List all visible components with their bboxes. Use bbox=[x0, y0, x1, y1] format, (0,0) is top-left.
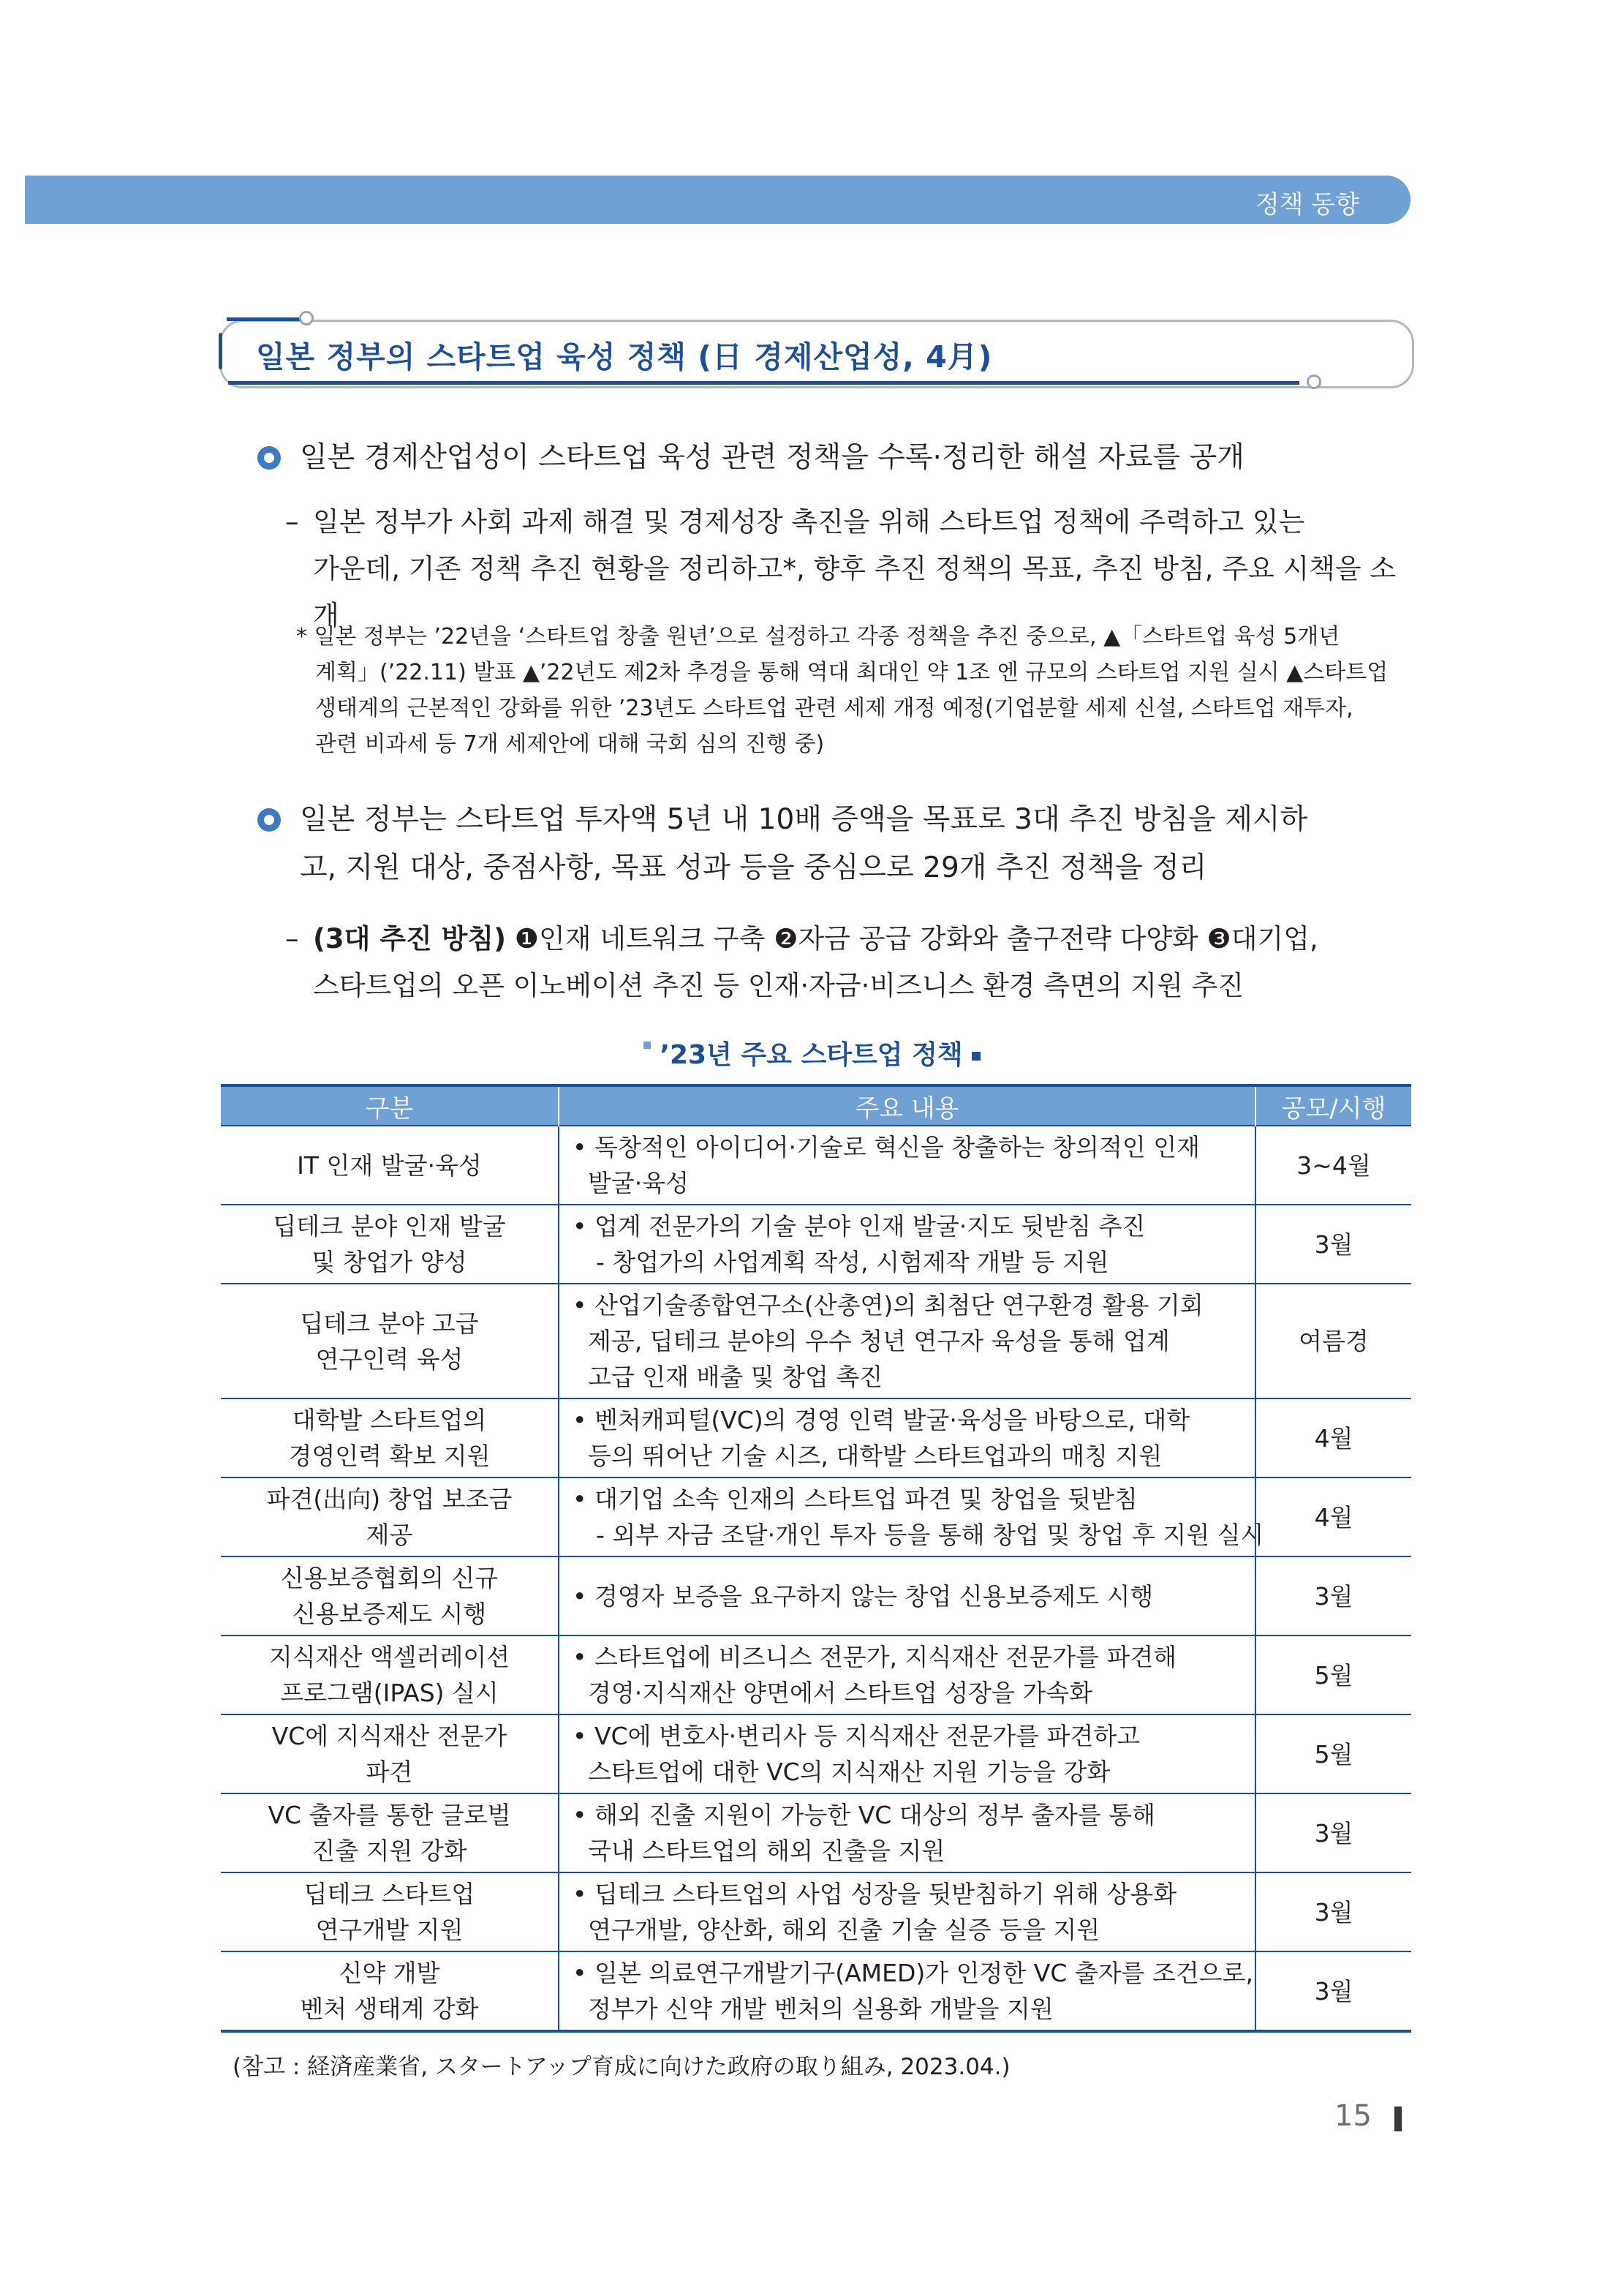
table-row bbox=[221, 1477, 1411, 1556]
content-line: • 벤처캐피털(VC)의 경영 인력 발굴·육성을 바탕으로, 대학 bbox=[573, 1406, 1190, 1434]
row-category bbox=[221, 1714, 559, 1793]
header-content: 주요 내용 bbox=[559, 1085, 1255, 1126]
title-accent-line bbox=[219, 333, 222, 369]
table-row bbox=[221, 1284, 1411, 1398]
content-line: 경영·지식재산 양면에서 스타트업 성장을 가속화 bbox=[573, 1679, 1092, 1707]
table-header-row bbox=[221, 1085, 1411, 1126]
footnote-line: 관련 비과세 등 7개 세제안에 대해 국회 심의 진행 중) bbox=[315, 731, 825, 757]
category-line: 및 창업가 양성 bbox=[311, 1248, 467, 1276]
content-line: • 딥테크 스타트업의 사업 성장을 뒷받침하기 위해 상용화 bbox=[573, 1880, 1177, 1908]
content-line: - 외부 자금 조달·개인 투자 등을 통해 창업 및 창업 후 지원 실시 bbox=[596, 1521, 1264, 1549]
category-line: 신용보증제도 시행 bbox=[292, 1600, 487, 1628]
bullet-circle-icon bbox=[257, 446, 281, 470]
row-category bbox=[221, 1398, 559, 1477]
row-category bbox=[221, 1284, 559, 1398]
content-line: • VC에 변호사·변리사 등 지식재산 전문가를 파견하고 bbox=[573, 1722, 1141, 1750]
section-title: 일본 정부의 스타트업 육성 정책 (日 경제산업성, 4月) bbox=[256, 339, 993, 374]
row-period: 4월 bbox=[1255, 1477, 1411, 1556]
row-period: 3월 bbox=[1255, 1793, 1411, 1872]
content-line: 정부가 신약 개발 벤처의 실용화 개발을 지원 bbox=[573, 1995, 1054, 2023]
source-note: (참고 : 経済産業省, スタートアップ育成に向けた政府の取り組み, 2023.04.) bbox=[233, 2054, 1011, 2080]
content-line: • 스타트업에 비즈니스 전문가, 지식재산 전문가를 파견해 bbox=[573, 1643, 1177, 1671]
category-line: 대학발 스타트업의 bbox=[292, 1406, 487, 1434]
row-category bbox=[221, 1635, 559, 1714]
header-section-label: 정책 동향 bbox=[1255, 190, 1359, 219]
content-line: • 산업기술종합연구소(산총연)의 최첨단 연구환경 활용 기회 bbox=[573, 1291, 1204, 1319]
header-period: 공모/시행 bbox=[1255, 1085, 1411, 1126]
table-row bbox=[221, 1635, 1411, 1714]
row-content bbox=[559, 1635, 1255, 1714]
caption-square-icon bbox=[972, 1052, 981, 1061]
table-row bbox=[221, 1126, 1411, 1205]
row-category bbox=[221, 1556, 559, 1635]
category-line: 프로그램(IPAS) 실시 bbox=[280, 1679, 499, 1707]
content-line: 제공, 딥테크 분야의 우수 청년 연구자 육성을 통해 업계 bbox=[573, 1327, 1170, 1355]
bullet-1-line: 일본 경제산업성이 스타트업 육성 관련 정책을 수록·정리한 해설 자료를 공개 bbox=[300, 441, 1245, 474]
category-line: 딥테크 분야 인재 발굴 bbox=[273, 1212, 506, 1240]
category-line: IT 인재 발굴·육성 bbox=[297, 1151, 482, 1180]
bullet-circle-icon bbox=[257, 808, 281, 832]
row-period: 5월 bbox=[1255, 1635, 1411, 1714]
row-content bbox=[559, 1951, 1255, 2031]
row-period: 3월 bbox=[1255, 1556, 1411, 1635]
row-content bbox=[559, 1793, 1255, 1872]
footnote-line: 계획」(’22.11) 발표 ▲’22년도 제2차 추경을 통해 역대 최대인 약 1조 엔 규모의 스타트업 지원 실시 ▲스타트업 bbox=[315, 660, 1389, 685]
header-bar bbox=[25, 176, 1410, 224]
content-line: • 독창적인 아이디어·기술로 혁신을 창출하는 창의적인 인재 bbox=[573, 1133, 1200, 1162]
bullet-2-line: 일본 정부는 스타트업 투자액 5년 내 10배 증액을 목표로 3대 추진 방침을 제시하 bbox=[300, 803, 1308, 836]
title-accent-line bbox=[228, 381, 1299, 385]
bullet-2-text bbox=[300, 796, 1307, 892]
content-line: 고급 인재 배출 및 창업 촉진 bbox=[573, 1363, 883, 1391]
row-content bbox=[559, 1398, 1255, 1477]
footnote-line: * 일본 정부는 ’22년을 ‘스타트업 창출 원년’으로 설정하고 각종 정책을 추진 중으로, ▲「스타트업 육성 5개년 bbox=[296, 624, 1340, 650]
bullet-2-sub-line: ❶인재 네트워크 구축 ❷자금 공급 강화와 출구전략 다양화 ❸대기업, bbox=[506, 923, 1318, 955]
startup-policy-table bbox=[221, 1084, 1411, 2033]
row-category bbox=[221, 1872, 559, 1951]
page-marker bbox=[1394, 2107, 1402, 2131]
bullet-1-sub-line: 일본 정부가 사회 과제 해결 및 경제성장 촉진을 위해 스타트업 정책에 주력하고 있는 bbox=[313, 506, 1305, 538]
table-row bbox=[221, 1951, 1411, 2031]
row-period: 3월 bbox=[1255, 1205, 1411, 1284]
content-line: • 일본 의료연구개발기구(AMED)가 인정한 VC 출자를 조건으로, bbox=[573, 1959, 1254, 1987]
content-line: 등의 뛰어난 기술 시즈, 대학발 스타트업과의 매칭 지원 bbox=[573, 1442, 1163, 1470]
row-period: 4월 bbox=[1255, 1398, 1411, 1477]
row-category bbox=[221, 1793, 559, 1872]
content-line: • 경영자 보증을 요구하지 않는 창업 신용보증제도 시행 bbox=[573, 1581, 1154, 1611]
category-line: 파견 bbox=[366, 1758, 413, 1786]
page-number: 15 bbox=[1334, 2099, 1372, 2133]
category-line: 지식재산 액셀러레이션 bbox=[268, 1643, 510, 1671]
dash-marker: – bbox=[285, 506, 299, 538]
row-period: 3~4월 bbox=[1255, 1126, 1411, 1205]
caption-square-icon bbox=[643, 1042, 651, 1049]
category-line: 연구개발 지원 bbox=[315, 1916, 464, 1944]
table-row bbox=[221, 1205, 1411, 1284]
title-accent-line bbox=[227, 317, 309, 321]
content-line: 발굴·육성 bbox=[573, 1169, 689, 1197]
bullet-1-footnote bbox=[296, 619, 1422, 762]
category-line: 신용보증협회의 신규 bbox=[280, 1564, 499, 1592]
row-content bbox=[559, 1205, 1255, 1284]
table-row bbox=[221, 1872, 1411, 1951]
content-line: • 업계 전문가의 기술 분야 인재 발굴·지도 뒷받침 추진 bbox=[573, 1212, 1146, 1240]
row-category bbox=[221, 1205, 559, 1284]
category-line: VC 출자를 통한 글로벌 bbox=[268, 1801, 511, 1829]
bullet-2-line: 고, 지원 대상, 중점사항, 목표 성과 등을 중심으로 29개 추진 정책을 정리 bbox=[300, 851, 1207, 884]
category-line: 진출 지원 강화 bbox=[311, 1837, 467, 1865]
row-content bbox=[559, 1284, 1255, 1398]
table-row bbox=[221, 1793, 1411, 1872]
row-content bbox=[559, 1126, 1255, 1205]
row-content bbox=[559, 1872, 1255, 1951]
row-category bbox=[221, 1477, 559, 1556]
category-line: 연구인력 육성 bbox=[315, 1344, 464, 1374]
category-line: 딥테크 분야 고급 bbox=[300, 1309, 479, 1338]
row-content bbox=[559, 1556, 1255, 1635]
table-caption-text: ’23년 주요 스타트업 정책 bbox=[660, 1040, 963, 1070]
content-line: • 대기업 소속 인재의 스타트업 파견 및 창업을 뒷받침 bbox=[573, 1485, 1138, 1513]
bullet-2-sub bbox=[285, 916, 1415, 1009]
row-category bbox=[221, 1951, 559, 2031]
row-content bbox=[559, 1714, 1255, 1793]
row-period: 5월 bbox=[1255, 1714, 1411, 1793]
bullet-1-sub-line: 가운데, 기존 정책 추진 현황을 정리하고*, 향후 추진 정책의 목표, 추진 방침, 주요 시책을 소개 bbox=[313, 553, 1397, 631]
category-line: 경영인력 확보 지원 bbox=[288, 1442, 491, 1470]
table-row bbox=[221, 1714, 1411, 1793]
category-line: 신약 개발 bbox=[339, 1959, 440, 1987]
header-category: 구분 bbox=[221, 1085, 559, 1126]
bullet-1-text bbox=[300, 434, 1245, 482]
category-line: 제공 bbox=[366, 1521, 413, 1549]
category-line: 파견(出向) 창업 보조금 bbox=[266, 1485, 513, 1513]
row-period: 3월 bbox=[1255, 1872, 1411, 1951]
content-line: • 해외 진출 지원이 가능한 VC 대상의 정부 출자를 통해 bbox=[573, 1801, 1156, 1829]
decorative-dot-icon bbox=[299, 311, 314, 325]
dash-marker: – bbox=[285, 923, 299, 955]
policy-direction-label: (3대 추진 방침) bbox=[313, 923, 507, 955]
decorative-dot-icon bbox=[1307, 374, 1321, 389]
content-line: 국내 스타트업의 해외 진출을 지원 bbox=[573, 1837, 945, 1865]
category-line: 딥테크 스타트업 bbox=[303, 1880, 475, 1908]
table-caption bbox=[0, 1034, 1624, 1072]
category-line: 벤처 생태계 강화 bbox=[300, 1995, 479, 2023]
row-period: 3월 bbox=[1255, 1951, 1411, 2031]
content-line: - 창업가의 사업계획 작성, 시험제작 개발 등 지원 bbox=[596, 1248, 1109, 1276]
content-line: 연구개발, 양산화, 해외 진출 기술 실증 등을 지원 bbox=[573, 1916, 1100, 1944]
row-period: 여름경 bbox=[1255, 1284, 1411, 1398]
footnote-line: 생태계의 근본적인 강화를 위한 ’23년도 스타트업 관련 세제 개정 예정(기업분할 세제 신설, 스타트업 재투자, bbox=[315, 696, 1353, 721]
row-content bbox=[559, 1477, 1264, 1556]
table-row bbox=[221, 1556, 1411, 1635]
content-line: 스타트업에 대한 VC의 지식재산 지원 기능을 강화 bbox=[573, 1758, 1111, 1786]
category-line: VC에 지식재산 전문가 bbox=[271, 1722, 507, 1750]
row-category bbox=[221, 1126, 559, 1205]
table-row bbox=[221, 1398, 1411, 1477]
bullet-2-sub-line: 스타트업의 오픈 이노베이션 추진 등 인재·자금·비즈니스 환경 측면의 지원 추진 bbox=[313, 970, 1245, 1001]
